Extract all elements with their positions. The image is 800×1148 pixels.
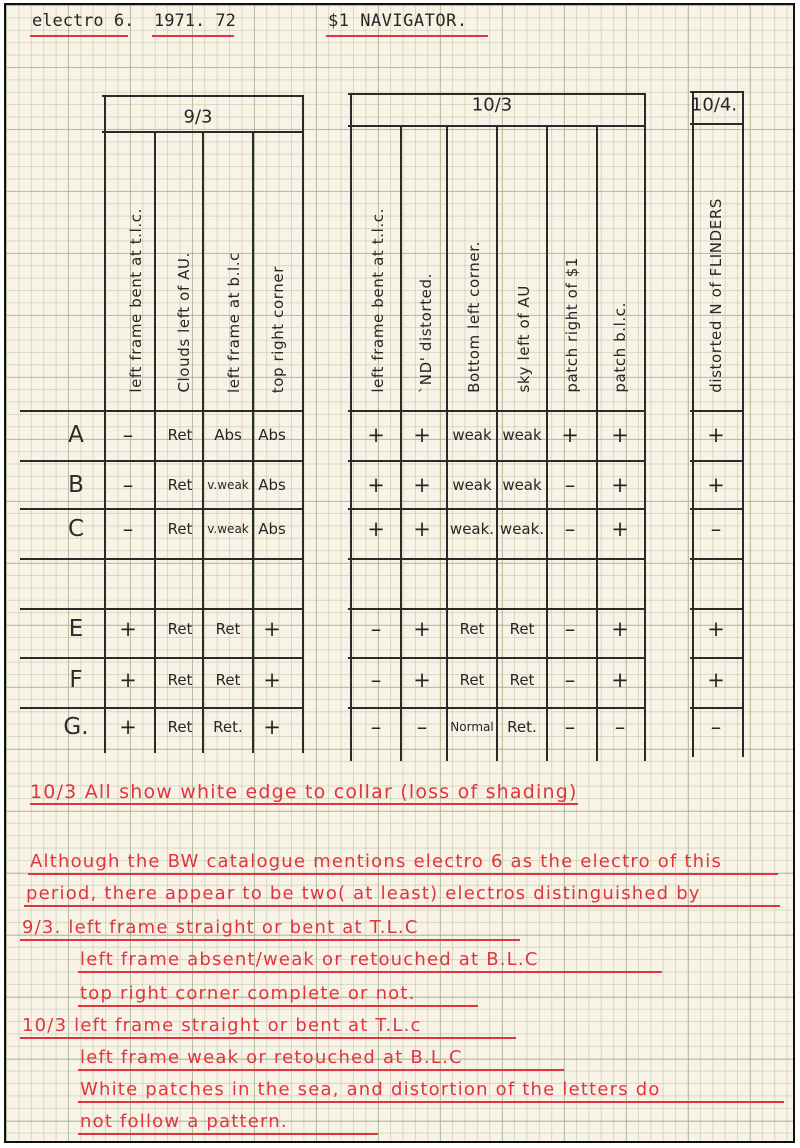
row-label: C xyxy=(67,516,85,542)
column-header: sky left of AU xyxy=(515,285,533,393)
table-cell: weak. xyxy=(499,520,545,538)
column-divider xyxy=(496,125,498,761)
column-header: left frame bent at t.l.c. xyxy=(369,208,387,393)
table-cell: + xyxy=(611,423,629,447)
column-header: `ND' distorted. xyxy=(417,272,435,393)
table-cell: Abs xyxy=(214,426,242,444)
note-line-1: Although the BW catalogue mentions electro 6 as the electro of this xyxy=(30,851,723,872)
table-cell: – xyxy=(370,715,382,739)
table-cell: + xyxy=(413,617,431,641)
column-header: Clouds left of AU. xyxy=(175,252,193,393)
table-cell: Ret xyxy=(215,671,241,689)
table-cell: + xyxy=(413,423,431,447)
table-cell: v.weak xyxy=(207,478,249,492)
table-cell: Ret xyxy=(167,620,193,638)
note-line-9: not follow a pattern. xyxy=(80,1111,288,1132)
note-line-7: left frame weak or retouched at B.L.C xyxy=(80,1047,463,1068)
table-cell: + xyxy=(611,617,629,641)
row-label: A xyxy=(68,422,84,448)
row-divider xyxy=(20,460,304,462)
table-cell: – xyxy=(564,517,576,541)
note-line-5: top right corner complete or not. xyxy=(80,983,416,1004)
row-divider xyxy=(690,558,744,560)
column-header: top right corner xyxy=(269,265,287,393)
title-underline xyxy=(326,35,488,37)
note-line-6: 10/3 left frame straight or bent at T.L.c xyxy=(22,1015,422,1036)
note-line-8: White patches in the sea, and distortion of the letters do xyxy=(80,1079,661,1100)
table-cell: + xyxy=(611,473,629,497)
table-cell: – xyxy=(564,473,576,497)
table-cell: Abs xyxy=(258,520,286,538)
column-header: patch right of $1 xyxy=(563,257,581,393)
group-label-9-3: 9/3 xyxy=(183,106,213,128)
column-divider xyxy=(252,131,254,753)
column-divider xyxy=(202,131,204,753)
table-cell: + xyxy=(707,668,725,692)
note-underline-9 xyxy=(78,1133,378,1135)
note-underline-6 xyxy=(20,1037,516,1039)
table-cell: + xyxy=(263,715,281,739)
table-cell: + xyxy=(367,473,385,497)
column-divider xyxy=(546,125,548,761)
table-cell: Abs xyxy=(258,426,286,444)
note-underline-4 xyxy=(78,971,662,973)
table-cell: – xyxy=(564,617,576,641)
table-cell: Ret xyxy=(167,426,193,444)
column-header: distorted N of FLINDERS xyxy=(707,198,725,393)
column-header: Bottom left corner. xyxy=(465,241,483,393)
note-underline-8 xyxy=(78,1101,784,1103)
note-line-4: left frame absent/weak or retouched at B.L.C xyxy=(80,949,539,970)
table-cell: Ret xyxy=(167,671,193,689)
page-title: $1 NAVIGATOR. xyxy=(328,11,468,31)
row-divider xyxy=(690,657,744,659)
row-divider xyxy=(348,460,646,462)
row-divider xyxy=(348,707,646,709)
table-cell: + xyxy=(611,517,629,541)
table-cell: weak xyxy=(502,476,542,494)
table-cell: weak xyxy=(502,426,542,444)
table-cell: – xyxy=(614,715,626,739)
electro-underline xyxy=(30,35,128,37)
table-cell: v.weak xyxy=(207,522,249,536)
table-cell: Ret xyxy=(215,620,241,638)
row-label: F xyxy=(69,667,83,693)
table-cell: + xyxy=(707,423,725,447)
table-cell: + xyxy=(367,517,385,541)
column-divider xyxy=(350,93,352,761)
table-cell: Ret. xyxy=(213,718,243,736)
row-divider xyxy=(348,410,646,412)
table-cell: – xyxy=(122,423,134,447)
row-label: E xyxy=(68,616,84,642)
column-divider xyxy=(400,125,402,761)
table-cell: + xyxy=(413,668,431,692)
column-divider xyxy=(104,95,106,753)
table-cell: + xyxy=(263,617,281,641)
group-top-line xyxy=(102,95,304,97)
row-divider xyxy=(20,558,304,560)
table-cell: Ret xyxy=(167,476,193,494)
table-cell: + xyxy=(367,423,385,447)
group-sub-line xyxy=(690,123,744,125)
table-cell: + xyxy=(561,423,579,447)
table-cell: + xyxy=(119,668,137,692)
group-label-10-3: 10/3 xyxy=(471,94,513,116)
note-line-3: 9/3. left frame straight or bent at T.L.C xyxy=(22,917,419,938)
electro-label: electro 6. xyxy=(32,11,135,31)
table-cell: + xyxy=(119,715,137,739)
row-divider xyxy=(348,608,646,610)
row-divider xyxy=(690,508,744,510)
table-cell: + xyxy=(413,517,431,541)
row-divider xyxy=(690,410,744,412)
row-divider xyxy=(348,508,646,510)
row-divider xyxy=(348,657,646,659)
table-cell: Ret xyxy=(509,671,535,689)
table-cell: – xyxy=(370,617,382,641)
note-underline-5 xyxy=(78,1005,478,1007)
collar-note: 10/3 All show white edge to collar (loss of shading) xyxy=(30,781,578,803)
row-divider xyxy=(690,707,744,709)
table-cell: + xyxy=(707,473,725,497)
table-cell: weak xyxy=(452,426,492,444)
year-underline xyxy=(152,35,234,37)
graph-paper-sheet xyxy=(4,3,795,1143)
row-divider xyxy=(348,558,646,560)
table-cell: – xyxy=(122,517,134,541)
table-cell: – xyxy=(416,715,428,739)
table-cell: weak xyxy=(452,476,492,494)
table-cell: Normal xyxy=(450,720,494,734)
row-divider xyxy=(20,707,304,709)
table-cell: – xyxy=(710,715,722,739)
column-divider xyxy=(446,125,448,761)
table-cell: + xyxy=(611,668,629,692)
row-label: G. xyxy=(63,714,89,740)
table-cell: – xyxy=(122,473,134,497)
column-header: patch b.l.c. xyxy=(611,302,629,393)
note-underline-7 xyxy=(78,1069,564,1071)
table-cell: Ret xyxy=(459,671,485,689)
note-underline-1 xyxy=(28,873,778,875)
table-cell: weak. xyxy=(449,520,495,538)
row-divider xyxy=(690,460,744,462)
group-label-10-4: 10/4. xyxy=(690,94,738,116)
row-divider xyxy=(20,508,304,510)
table-cell: – xyxy=(370,668,382,692)
column-header: left frame bent at t.l.c. xyxy=(127,208,145,393)
table-cell: + xyxy=(707,617,725,641)
column-divider xyxy=(154,131,156,753)
row-divider xyxy=(690,608,744,610)
row-label: B xyxy=(68,472,84,498)
table-cell: Ret xyxy=(459,620,485,638)
column-header: left frame at b.l.c xyxy=(225,251,243,393)
table-cell: – xyxy=(710,517,722,541)
table-cell: – xyxy=(564,668,576,692)
note-line-2: period, there appear to be two( at least) electros distinguished by xyxy=(26,883,701,904)
group-top-line xyxy=(690,91,744,93)
table-cell: Abs xyxy=(258,476,286,494)
row-divider xyxy=(20,410,304,412)
column-divider xyxy=(302,95,304,753)
row-divider xyxy=(20,657,304,659)
table-cell: + xyxy=(263,668,281,692)
table-cell: Ret xyxy=(167,718,193,736)
table-cell: + xyxy=(119,617,137,641)
column-divider xyxy=(644,93,646,761)
row-divider xyxy=(20,608,304,610)
table-cell: Ret. xyxy=(507,718,537,736)
table-cell: Ret xyxy=(167,520,193,538)
table-cell: – xyxy=(564,715,576,739)
column-divider xyxy=(596,125,598,761)
note-underline-2 xyxy=(24,905,780,907)
table-cell: Ret xyxy=(509,620,535,638)
year-label: 1971. 72 xyxy=(154,11,236,31)
table-cell: + xyxy=(413,473,431,497)
note-underline-3 xyxy=(20,939,520,941)
